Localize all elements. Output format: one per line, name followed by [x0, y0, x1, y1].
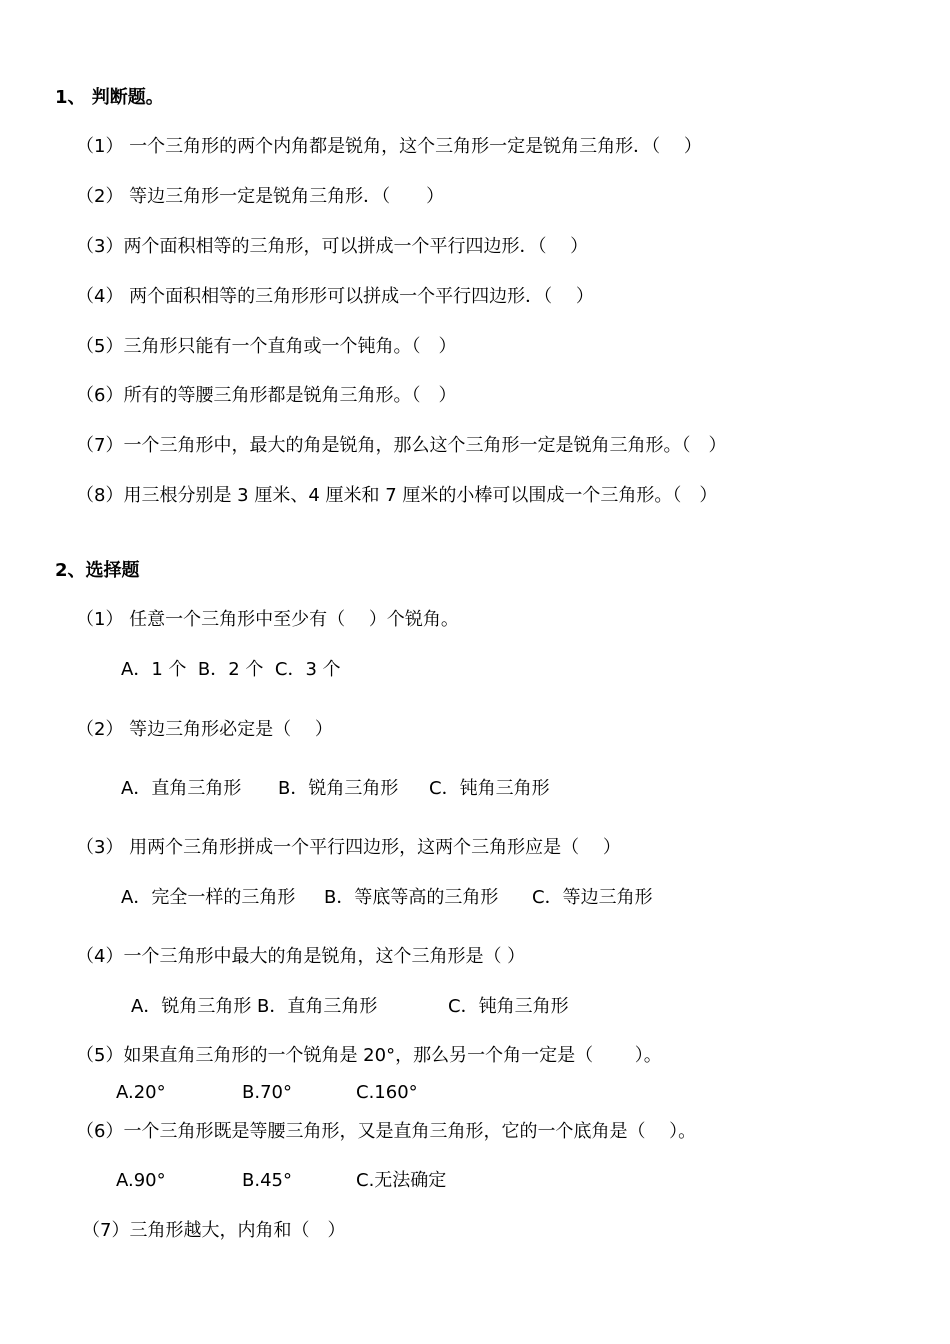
choice-q5-option-a: A.20°: [116, 1082, 166, 1103]
choice-q1-text: （1） 任意一个三角形中至少有（ ）个锐角。: [76, 609, 459, 630]
judgement-item-7: （7）一个三角形中，最大的角是锐角，那么这个三角形一定是锐角三角形。（ ）: [76, 435, 727, 456]
choice-q2-option-a: A．直角三角形: [121, 778, 242, 799]
judgement-item-2: （2） 等边三角形一定是锐角三角形．（ ）: [76, 186, 445, 207]
judgement-item-8: （8）用三根分别是 3 厘米、4 厘米和 7 厘米的小棒可以围成一个三角形。（ ）: [76, 485, 718, 506]
choice-q3-option-b: B．等底等高的三角形: [324, 887, 499, 908]
choice-q6-option-b: B.45°: [242, 1170, 292, 1191]
choice-q7-text: （7）三角形越大，内角和（ ）: [82, 1220, 346, 1241]
choice-q6-option-a: A.90°: [116, 1170, 166, 1191]
judgement-item-3: （3）两个面积相等的三角形，可以拼成一个平行四边形．（ ）: [76, 236, 589, 257]
choice-q2-option-b: B．锐角三角形: [278, 778, 399, 799]
section-1-title: 1、 判断题。: [55, 87, 164, 108]
choice-q2-option-c: C．钝角三角形: [429, 778, 550, 799]
choice-q5-text: （5）如果直角三角形的一个锐角是 20°，那么另一个角一定是（ ）。: [76, 1045, 662, 1066]
choice-q1-options: A．1 个 B．2 个 C．3 个: [121, 659, 341, 680]
judgement-item-6: （6）所有的等腰三角形都是锐角三角形。（ ）: [76, 385, 457, 406]
choice-q3-option-c: C．等边三角形: [532, 887, 653, 908]
choice-q5-option-c: C.160°: [356, 1082, 418, 1103]
judgement-item-5: （5）三角形只能有一个直角或一个钝角。（ ）: [76, 336, 457, 357]
choice-q4-option-ab: A．锐角三角形 B．直角三角形: [131, 996, 378, 1017]
judgement-item-1: （1） 一个三角形的两个内角都是锐角，这个三角形一定是锐角三角形．（ ）: [76, 136, 702, 157]
choice-q4-option-c: C．钝角三角形: [448, 996, 569, 1017]
choice-q3-text: （3） 用两个三角形拼成一个平行四边形，这两个三角形应是（ ）: [76, 837, 621, 858]
choice-q6-text: （6）一个三角形既是等腰三角形，又是直角三角形，它的一个底角是（ ）。: [76, 1121, 697, 1142]
choice-q3-option-a: A．完全一样的三角形: [121, 887, 296, 908]
choice-q6-option-c: C.无法确定: [356, 1170, 447, 1191]
choice-q5-option-b: B.70°: [242, 1082, 292, 1103]
choice-q2-text: （2） 等边三角形必定是（ ）: [76, 719, 333, 740]
judgement-item-4: （4） 两个面积相等的三角形形可以拼成一个平行四边形．（ ）: [76, 286, 594, 307]
choice-q4-text: （4）一个三角形中最大的角是锐角，这个三角形是（ ）: [76, 946, 526, 967]
section-2-title: 2、选择题: [55, 560, 140, 581]
